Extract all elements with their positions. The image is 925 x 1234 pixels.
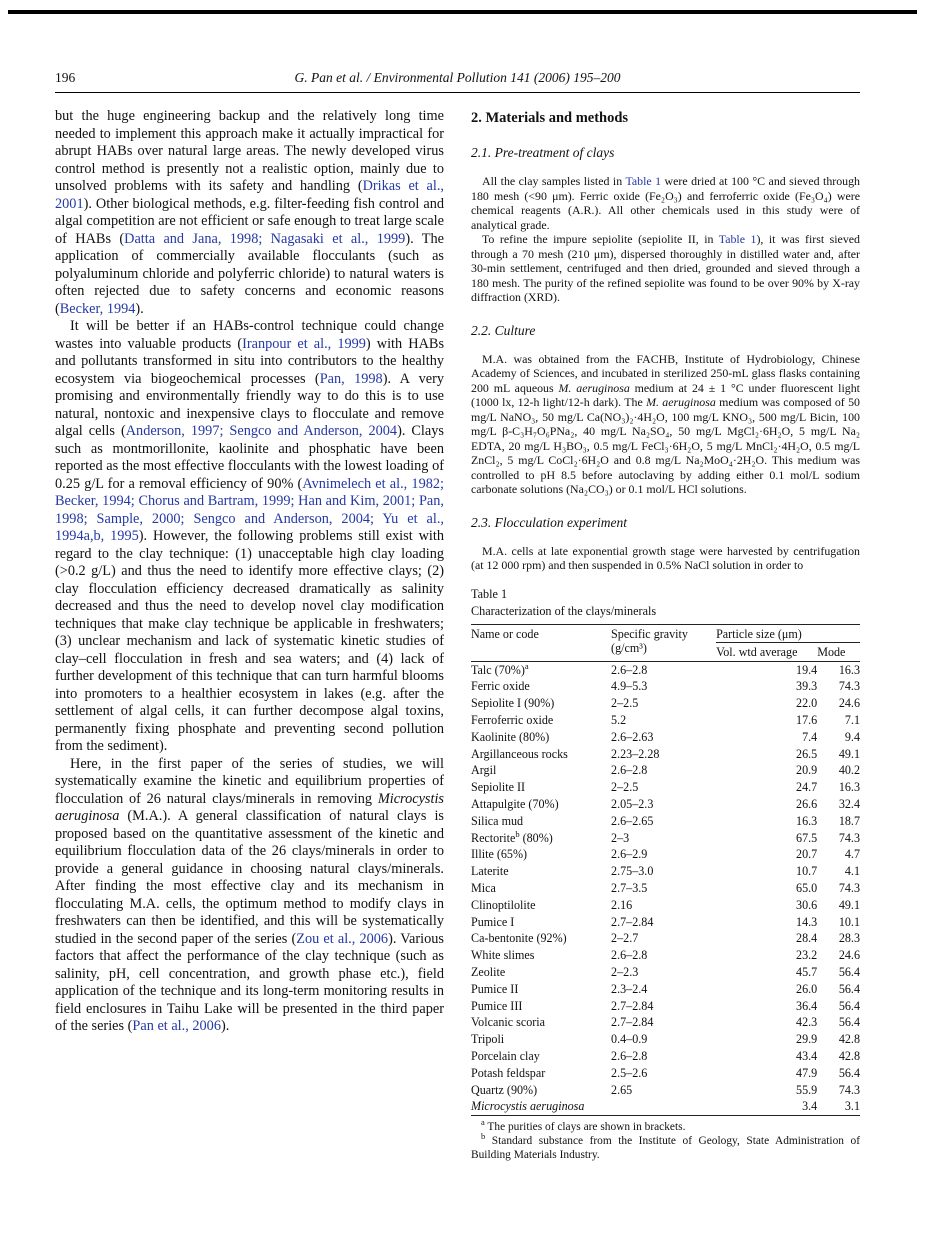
- table-row: [471, 846, 860, 863]
- cell-mode: 42.8: [838, 1032, 860, 1047]
- text-segment: Pumice III: [471, 998, 523, 1013]
- table-row: [471, 678, 860, 695]
- text-segment: (80%): [519, 830, 553, 845]
- left-column: [55, 108, 444, 1162]
- subsection-heading-2-2: 2.2. Culture: [471, 322, 536, 338]
- cell-name: [471, 981, 611, 998]
- cell-mode: 49.1: [838, 746, 860, 761]
- text-segment: Zeolite: [471, 965, 506, 980]
- cell-name: [471, 1048, 611, 1065]
- cell-vol-wtd-average: 28.4: [796, 931, 818, 946]
- citation-link[interactable]: Becker, 1994: [59, 300, 136, 317]
- superscript-marker: a: [524, 660, 529, 671]
- table-row: [471, 998, 860, 1015]
- paragraph: [471, 544, 860, 573]
- cell-name: [471, 762, 611, 779]
- superscript-marker: b: [515, 828, 520, 839]
- table-caption: Characterization of the clays/minerals: [471, 603, 657, 618]
- cell-name: [471, 998, 611, 1015]
- cell-mode: 40.2: [838, 763, 860, 778]
- cell-mode: 18.7: [838, 813, 860, 828]
- cell-specific-gravity: 2.6–2.8: [611, 948, 648, 963]
- text-segment: Laterite: [471, 864, 509, 879]
- table-label: Table 1: [471, 586, 508, 601]
- italic-text: Microcystis aeruginosa: [471, 1099, 585, 1114]
- cell-specific-gravity: 2.65: [611, 1082, 633, 1097]
- cell-name: [471, 846, 611, 863]
- cell-vol-wtd-average: 26.6: [796, 797, 818, 812]
- text-segment: Sepiolite I (90%): [471, 696, 555, 711]
- paragraph: [471, 352, 860, 497]
- italic-text: Microcystis aeruginosa: [55, 790, 444, 824]
- cell-name: [471, 880, 611, 897]
- text-segment: ) with HABs and pollutants transformed in situ into contributors to the healthy ecosystem via biogeochemical processes (: [55, 335, 445, 387]
- cell-mode: 56.4: [838, 965, 860, 980]
- cell-vol-wtd-average: 30.6: [796, 897, 818, 912]
- cell-specific-gravity: 2.23–2.28: [611, 746, 660, 761]
- text-segment: ). Clays such as montmorillonite, kaolinite and phosphatic have been reported as the most effective flocculants with the lowest loading of 0.25 g/L for a removal efficiency of 90% (: [55, 423, 444, 492]
- cell-vol-wtd-average: 17.6: [796, 713, 818, 728]
- cell-mode: 32.4: [838, 797, 860, 812]
- cell-vol-wtd-average: 36.4: [796, 998, 818, 1013]
- cell-mode: 42.8: [838, 1049, 860, 1064]
- right-column: [471, 108, 860, 1162]
- subsection-heading-2-1: 2.1. Pre-treatment of clays: [471, 145, 615, 160]
- table-row: [471, 729, 860, 746]
- table-row: [471, 695, 860, 712]
- cell-name: [471, 813, 611, 830]
- cell-mode: 4.1: [844, 864, 860, 879]
- cell-vol-wtd-average: 7.4: [802, 729, 818, 744]
- table-row: [471, 1014, 860, 1031]
- text-segment: Ferroferric oxide: [471, 713, 554, 728]
- cell-mode: 4.7: [844, 847, 860, 862]
- text-segment: To refine the impure sepiolite (sepiolite II, in: [482, 232, 719, 246]
- cell-mode: 56.4: [838, 1015, 860, 1030]
- table-row: [471, 813, 860, 830]
- cell-specific-gravity: 2.6–2.65: [611, 813, 654, 828]
- italic-text: M. aeruginosa: [558, 380, 630, 395]
- paragraph: [55, 318, 444, 756]
- text-segment: All the clay samples listed in: [482, 174, 626, 188]
- table-row: [471, 930, 860, 947]
- cell-name: [471, 1031, 611, 1048]
- subsection-heading-2-3: 2.3. Flocculation experiment: [471, 514, 627, 530]
- cell-specific-gravity: 2.6–2.9: [611, 847, 648, 862]
- clays-minerals-table: [471, 624, 860, 1117]
- cell-name: [471, 863, 611, 880]
- cell-vol-wtd-average: 16.3: [796, 813, 818, 828]
- table-row: [471, 964, 860, 981]
- text-segment: Talc (70%): [471, 662, 525, 677]
- text-segment: Pumice II: [471, 981, 519, 996]
- text-segment: The purities of clays are shown in brackets.: [484, 1121, 686, 1134]
- cell-vol-wtd-average: 29.9: [796, 1032, 818, 1047]
- cell-specific-gravity: 0.4–0.9: [611, 1032, 648, 1047]
- cell-vol-wtd-average: 22.0: [796, 696, 818, 711]
- text-segment: Mica: [471, 881, 496, 896]
- table-row: [471, 762, 860, 779]
- citation-link[interactable]: Iranpour et al., 1999: [242, 335, 366, 352]
- paragraph: [55, 756, 444, 1036]
- cell-mode: 24.6: [838, 696, 860, 711]
- col-header-particle-size: Particle size (μm): [716, 624, 860, 643]
- cell-vol-wtd-average: 43.4: [796, 1049, 818, 1064]
- cell-name: [471, 695, 611, 712]
- cell-specific-gravity: 2.7–2.84: [611, 998, 654, 1013]
- text-segment: M.A. was obtained from the FACHB, Institute of Hydrobiology, Chinese Academy of Sciences, and incubated in sterilized 250-mL glass flasks containing 200 mL aqueous: [471, 351, 860, 395]
- table-row: [471, 1065, 860, 1082]
- cell-specific-gravity: 2.7–2.84: [611, 914, 654, 929]
- cell-specific-gravity: 2–3: [611, 830, 630, 845]
- cell-mode: 74.3: [838, 679, 860, 694]
- citation-link[interactable]: Pan et al., 2006: [132, 1018, 221, 1034]
- paragraph: [471, 232, 860, 305]
- cell-specific-gravity: 2.7–3.5: [611, 881, 648, 896]
- cell-name: [471, 1065, 611, 1082]
- text-segment: ).: [135, 300, 144, 317]
- cell-mode: 24.6: [838, 948, 860, 963]
- table-row: [471, 863, 860, 880]
- col-header-name: Name or code: [471, 624, 611, 661]
- cell-name: [471, 964, 611, 981]
- cell-vol-wtd-average: 26.5: [796, 746, 818, 761]
- text-segment: ). Various factors that affect the performance of the clay technique (such as salinity, pH, cell concentration, and growth phase etc.), field application of the technique and its long-term monitoring results in field enclosures in Taihu Lake will be presented in the third paper of the series (: [55, 930, 444, 1034]
- cell-name: [471, 897, 611, 914]
- cell-vol-wtd-average: 19.4: [796, 662, 818, 677]
- text-segment: were dried at 100 °C and sieved through 180 mesh (<90 μm). Ferric oxide (Fe₂O₃) and ferroferric oxide (Fe₃O₄) were chemical reagents (A.R.). All other chemicals used in this study were of analytical grade.: [471, 174, 861, 232]
- cell-mode: 49.1: [838, 897, 860, 912]
- cell-name: [471, 661, 611, 678]
- text-segment: medium at 24 ± 1 °C under fluorescent light (1000 lx, 12-h light/12-h dark). The: [471, 380, 860, 409]
- table-row: [471, 796, 860, 813]
- cell-mode: 56.4: [838, 998, 860, 1013]
- table-row: [471, 981, 860, 998]
- cell-vol-wtd-average: 3.4: [802, 1099, 818, 1114]
- cell-vol-wtd-average: 42.3: [796, 1015, 818, 1030]
- cell-vol-wtd-average: 10.7: [796, 864, 818, 879]
- table-row: [471, 914, 860, 931]
- cell-vol-wtd-average: 47.9: [796, 1065, 818, 1080]
- table-body: [471, 661, 860, 1116]
- col-header-gravity-line2: (g/cm³): [611, 641, 647, 656]
- citation-link[interactable]: Table 1: [625, 174, 662, 188]
- paragraph: [55, 108, 444, 318]
- table-row: [471, 880, 860, 897]
- cell-specific-gravity: 2.5–2.6: [611, 1065, 648, 1080]
- text-segment: It will be better if an HABs-control technique could change wastes into valuable products (: [55, 318, 444, 352]
- cell-vol-wtd-average: 23.2: [796, 948, 818, 963]
- text-segment: M.A. cells at late exponential growth stage were harvested by centrifugation (at 12 000 rpm) and then suspended in 0.5% NaCl solution in order to: [471, 543, 860, 572]
- cell-name: [471, 712, 611, 729]
- col-header-gravity-line1: Specific gravity: [611, 626, 688, 641]
- text-segment: Potash feldspar: [471, 1065, 546, 1080]
- footnote-a: [471, 1117, 860, 1135]
- cell-name: [471, 1098, 611, 1115]
- header-rule: [55, 92, 860, 93]
- table-1-block: [471, 587, 860, 1163]
- page-top-rule: [8, 10, 917, 14]
- text-segment: Porcelain clay: [471, 1049, 540, 1064]
- citation-link[interactable]: Anderson, 1997; Sengco and Anderson, 2004: [125, 423, 398, 439]
- text-segment: Rectorite: [471, 830, 516, 845]
- text-segment: ), it was first sieved through a 70 mesh (210 μm), dispersed thoroughly in distilled water and, after 30-min settlement, centrifuged and then dried, grounded and sieved through a 180 mesh. The purity of the refined sepiolite was found to be over 90% by X-ray diffraction (XRD).: [471, 232, 861, 304]
- table-row: [471, 779, 860, 796]
- text-segment: Tripoli: [471, 1032, 505, 1047]
- text-segment: Here, in the first paper of the series of studies, we will systematically examine the kinetic and equilibrium properties of flocculation of 26 natural clays/minerals in removing: [55, 755, 444, 807]
- text-segment: ). However, the following problems still exist with regard to the clay technique: (1) unacceptable high clay loading (>0.2 g/L) and thus the need to identify more effective clays; (2) clay flocculation efficiency decreased dramatically as salinity decreased and thus the need to develop novel clay modification techniques that make clay technique be applicable in freshwaters; (3) unclear mechanism and lack of systematic kinetic studies of clay–cell flocculation in fresh and sea waters; and (4) lack of further development of this technique that can turn harmful blooms into promoters to a healthier ecosystem in lakes (e.g. after the settlement of algal cells, it can further decompose algal toxins, permanently fixing phosphate and preventing second pollution from the sediment).: [55, 528, 444, 754]
- cell-specific-gravity: 2.6–2.8: [611, 763, 648, 778]
- cell-specific-gravity: [611, 1098, 716, 1115]
- cell-specific-gravity: 2.6–2.63: [611, 729, 654, 744]
- citation-link[interactable]: Table 1: [718, 232, 757, 246]
- text-segment: Sepiolite II: [471, 780, 526, 795]
- text-segment: Kaolinite (80%): [471, 729, 550, 744]
- col-header-mode: Mode: [817, 643, 860, 662]
- cell-vol-wtd-average: 26.0: [796, 981, 818, 996]
- text-segment: ). A very promising and environmentally friendly way to do this is to use natural, nontoxic and inexpensive clays to flocculate and remove algal cells (: [55, 370, 444, 439]
- cell-name: [471, 779, 611, 796]
- section-heading: 2. Materials and methods: [471, 110, 629, 126]
- cell-mode: 16.3: [838, 780, 860, 795]
- cell-specific-gravity: 2.7–2.84: [611, 1015, 654, 1030]
- italic-text: M. aeruginosa: [646, 395, 716, 409]
- text-segment: but the huge engineering backup and the relatively long time needed to implement this approach make it actually impractical for abrupt HABs over natural large areas. The newly developed virus control method is presently not a realistic option, mainly due to unsolved problems with its safety and handling (: [55, 108, 444, 194]
- text-segment: ). The application of commercially available flocculants (such as polyaluminum chloride and polyferric chloride) to natural waters is often rejected due to safety concerns and economic reasons (: [55, 230, 444, 317]
- cell-mode: 74.3: [838, 830, 860, 845]
- text-segment: Standard substance from the Institute of Geology, State Administration of Building Materials Industry.: [471, 1134, 860, 1161]
- cell-specific-gravity: 2.05–2.3: [611, 797, 654, 812]
- cell-vol-wtd-average: 20.7: [796, 847, 818, 862]
- paragraph: [471, 174, 860, 232]
- superscript-marker: a: [481, 1117, 485, 1128]
- cell-name: [471, 729, 611, 746]
- text-segment: Silica mud: [471, 813, 524, 828]
- cell-vol-wtd-average: 39.3: [796, 679, 818, 694]
- text-segment: Ca-bentonite (92%): [471, 931, 567, 946]
- table-header: [471, 624, 860, 661]
- cell-mode: 56.4: [838, 981, 860, 996]
- cell-specific-gravity: 2–2.7: [611, 931, 639, 946]
- cell-name: [471, 947, 611, 964]
- cell-mode: 16.3: [838, 662, 860, 677]
- text-segment: Argil: [471, 763, 497, 778]
- cell-name: [471, 930, 611, 947]
- text-segment: White slimes: [471, 948, 535, 963]
- table-row: [471, 1098, 860, 1115]
- cell-vol-wtd-average: 67.5: [796, 830, 818, 845]
- table-row: [471, 712, 860, 729]
- cell-name: [471, 796, 611, 813]
- cell-specific-gravity: 2.75–3.0: [611, 864, 654, 879]
- cell-specific-gravity: 2.6–2.8: [611, 1049, 648, 1064]
- table-row: [471, 1048, 860, 1065]
- text-segment: ).: [220, 1018, 230, 1034]
- text-segment: Ferric oxide: [471, 679, 530, 694]
- cell-specific-gravity: 5.2: [611, 713, 627, 728]
- citation-link[interactable]: Pan, 1998: [319, 370, 383, 387]
- cell-specific-gravity: 4.9–5.3: [611, 679, 648, 694]
- cell-vol-wtd-average: 55.9: [796, 1082, 818, 1097]
- two-column-body: [55, 108, 860, 1162]
- cell-name: [471, 1014, 611, 1031]
- text-segment: (M.A.). A general classification of natural clays is proposed based on the quantitative assessment of the kinetic and equilibrium flocculation data of the 26 clays/minerals in order to provide a general guidance in choosing natural clays/minerals. After finding the most effective clay and its mechanism in flocculating M.A. cells, the optimum method to modify clays in freshwaters can then be identified, and this will be systematically studied in the second paper of the series (: [55, 808, 444, 947]
- cell-mode: 3.1: [844, 1099, 860, 1114]
- citation-link[interactable]: Zou et al., 2006: [296, 930, 389, 947]
- cell-mode: 74.3: [838, 1082, 860, 1097]
- table-row: [471, 661, 860, 678]
- cell-name: [471, 1082, 611, 1099]
- cell-specific-gravity: 2.3–2.4: [611, 981, 648, 996]
- cell-name: [471, 678, 611, 695]
- cell-mode: 9.4: [844, 729, 860, 744]
- page-number: 196: [55, 70, 76, 85]
- text-segment: Illite (65%): [471, 847, 528, 862]
- cell-mode: 7.1: [844, 713, 860, 728]
- cell-vol-wtd-average: 65.0: [796, 881, 818, 896]
- text-segment: Clinoptilolite: [471, 897, 536, 912]
- cell-vol-wtd-average: 45.7: [796, 965, 818, 980]
- footnote-b: [471, 1131, 860, 1162]
- cell-specific-gravity: 2–2.5: [611, 780, 639, 795]
- cell-name: [471, 746, 611, 763]
- table-row: [471, 897, 860, 914]
- citation-link[interactable]: Datta and Jana, 1998; Nagasaki et al., 1999: [124, 230, 406, 247]
- table-row: [471, 1082, 860, 1099]
- cell-mode: 74.3: [838, 881, 860, 896]
- cell-specific-gravity: 2.6–2.8: [611, 662, 648, 677]
- cell-vol-wtd-average: 20.9: [796, 763, 818, 778]
- table-row: [471, 830, 860, 847]
- table-footnotes: [471, 1117, 860, 1162]
- citation-link[interactable]: Avnimelech et al., 1982; Becker, 1994; Chorus and Bartram, 1999; Han and Kim, 2001; Pan, 1998; Sample, 2000; Sengco and Anderson, 2004; Yu et al., 1994a,b, 1995: [55, 475, 444, 544]
- table-row: [471, 947, 860, 964]
- cell-vol-wtd-average: 14.3: [796, 914, 818, 929]
- cell-mode: 28.3: [838, 931, 860, 946]
- text-segment: Attapulgite (70%): [471, 797, 559, 812]
- text-segment: medium was composed of 50 mg/L NaNO₃, 50 mg/L Ca(NO₃)₂·4H₂O, 100 mg/L KNO₃, 500 mg/L Bicin, 100 mg/L β-C₃H₇O₆PNa₂, 40 mg/L Na₂SO₄, 50 mg/L MgCl₂·6H₂O, 5 mg/L Na₂ EDTA, 20 mg/L H₃BO₃, 0.5 mg/L FeCl₃·6H₂O, 5 mg/L MnCl₂·4H₂O, 0.5 mg/L ZnCl₂, 5 mg/L CoCl₂·6H₂O and 0.8 mg/L Na₂MoO₄·2H₂O. This medium was controlled to pH 8.5 before autoclaving by adding either 0.1 mol/L sodium carbonate solutions (Na₂CO₃) or 0.1 mol/L HCl solutions.: [471, 395, 860, 496]
- cell-specific-gravity: 2–2.5: [611, 696, 639, 711]
- cell-specific-gravity: 2–2.3: [611, 965, 639, 980]
- col-header-gravity: [611, 624, 716, 661]
- text-segment: ). Other biological methods, e.g. filter-feeding fish control and algal competition are not efficient or safe enough to treat large scale of HABs (: [55, 195, 444, 247]
- page-header: [55, 70, 860, 88]
- citation-link[interactable]: Drikas et al., 2001: [55, 178, 444, 212]
- superscript-marker: b: [481, 1131, 486, 1142]
- cell-name: [471, 830, 611, 847]
- col-header-vol-wtd-average: Vol. wtd average: [716, 643, 817, 662]
- cell-mode: 56.4: [838, 1065, 860, 1080]
- text-segment: Pumice I: [471, 914, 515, 929]
- table-row: [471, 746, 860, 763]
- text-segment: Quartz (90%): [471, 1082, 538, 1097]
- cell-mode: 10.1: [838, 914, 860, 929]
- table-row: [471, 1031, 860, 1048]
- cell-vol-wtd-average: 24.7: [796, 780, 818, 795]
- cell-specific-gravity: 2.16: [611, 897, 633, 912]
- cell-name: [471, 914, 611, 931]
- text-segment: Volcanic scoria: [471, 1015, 545, 1030]
- running-title: G. Pan et al. / Environmental Pollution 141 (2006) 195–200: [294, 70, 621, 85]
- text-segment: Argillanceous rocks: [471, 746, 568, 761]
